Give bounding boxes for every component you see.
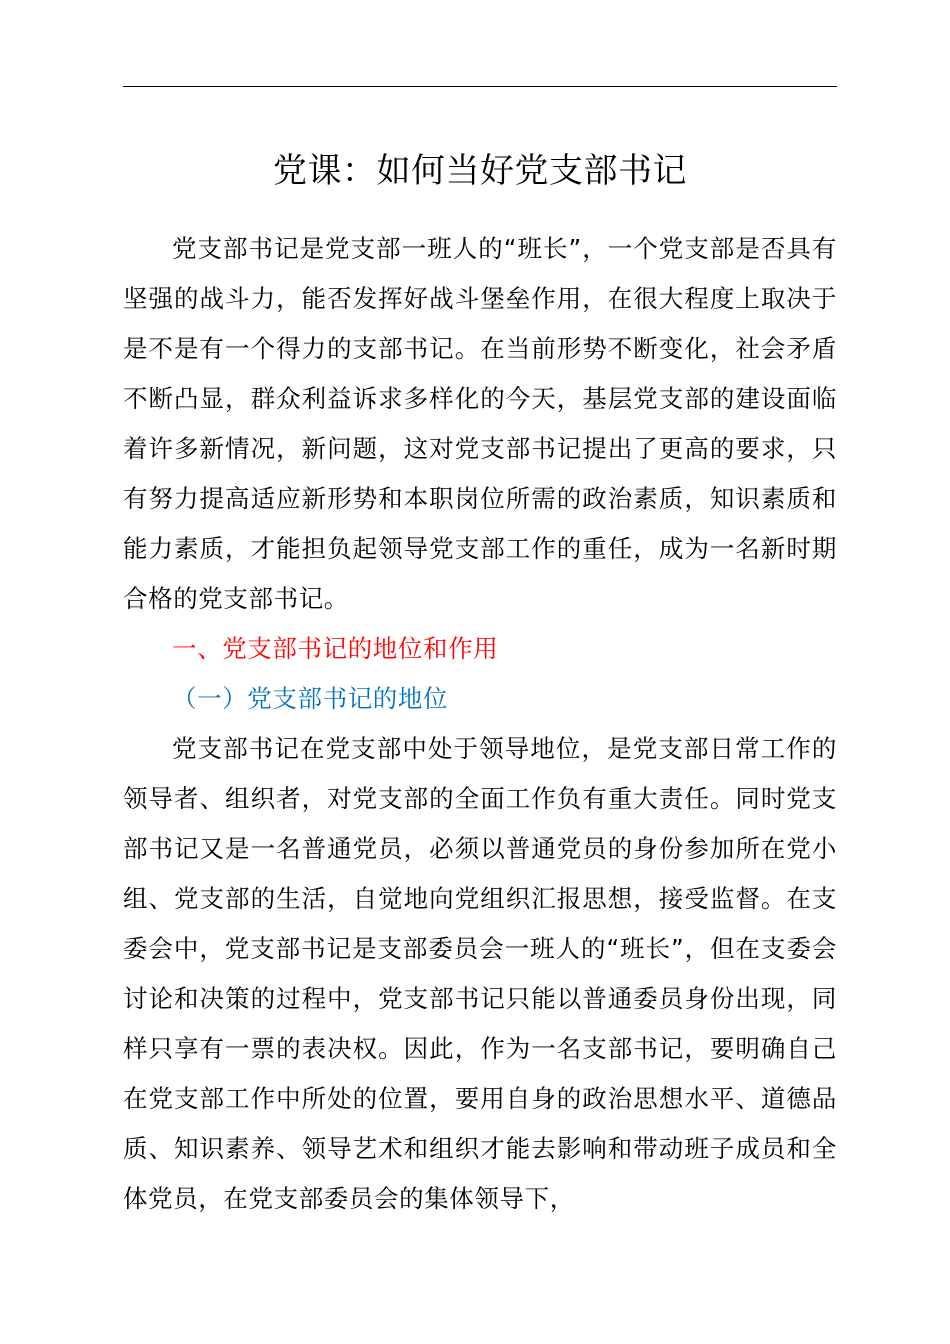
document-body: [123, 224, 837, 1224]
section-heading-1: 一、党支部书记的地位和作用: [172, 634, 499, 663]
document-title: 党课：如何当好党支部书记: [273, 151, 687, 191]
subsection-heading-1: （一）党支部书记的地位: [172, 684, 449, 713]
header-rule: [123, 86, 837, 87]
intro-paragraph: 党支部书记是党支部一班人的“班长”，一个党支部是否具有坚强的战斗力，能否发挥好战斗堡垒作用，在很大程度上取决于是不是有一个得力的支部书记。在当前形势不断变化，社会矛盾不断凸显，群众利益诉求多样化的今天，基层党支部的建设面临着许多新情况，新问题，这对党支部书记提出了更高的要求，只有努力提高适应新形势和本职岗位所需的政治素质，知识素质和能力素质，才能担负起领导党支部工作的重任，成为一名新时期合格的党支部书记。: [123, 234, 837, 613]
subsection-1-paragraph: 党支部书记在党支部中处于领导地位，是党支部日常工作的领导者、组织者，对党支部的全面工作负有重大责任。同时党支部书记又是一名普通党员，必须以普通党员的身份参加所在党小组、党支部的生活，自觉地向党组织汇报思想，接受监督。在支委会中，党支部书记是支部委员会一班人的“班长”，但在支委会讨论和决策的过程中，党支部书记只能以普通委员身份出现，同样只享有一票的表决权。因此，作为一名支部书记，要明确自己在党支部工作中所处的位置，要用自身的政治思想水平、道德品质、知识素养、领导艺术和组织才能去影响和带动班子成员和全体党员，在党支部委员会的集体领导下，: [123, 734, 837, 1213]
